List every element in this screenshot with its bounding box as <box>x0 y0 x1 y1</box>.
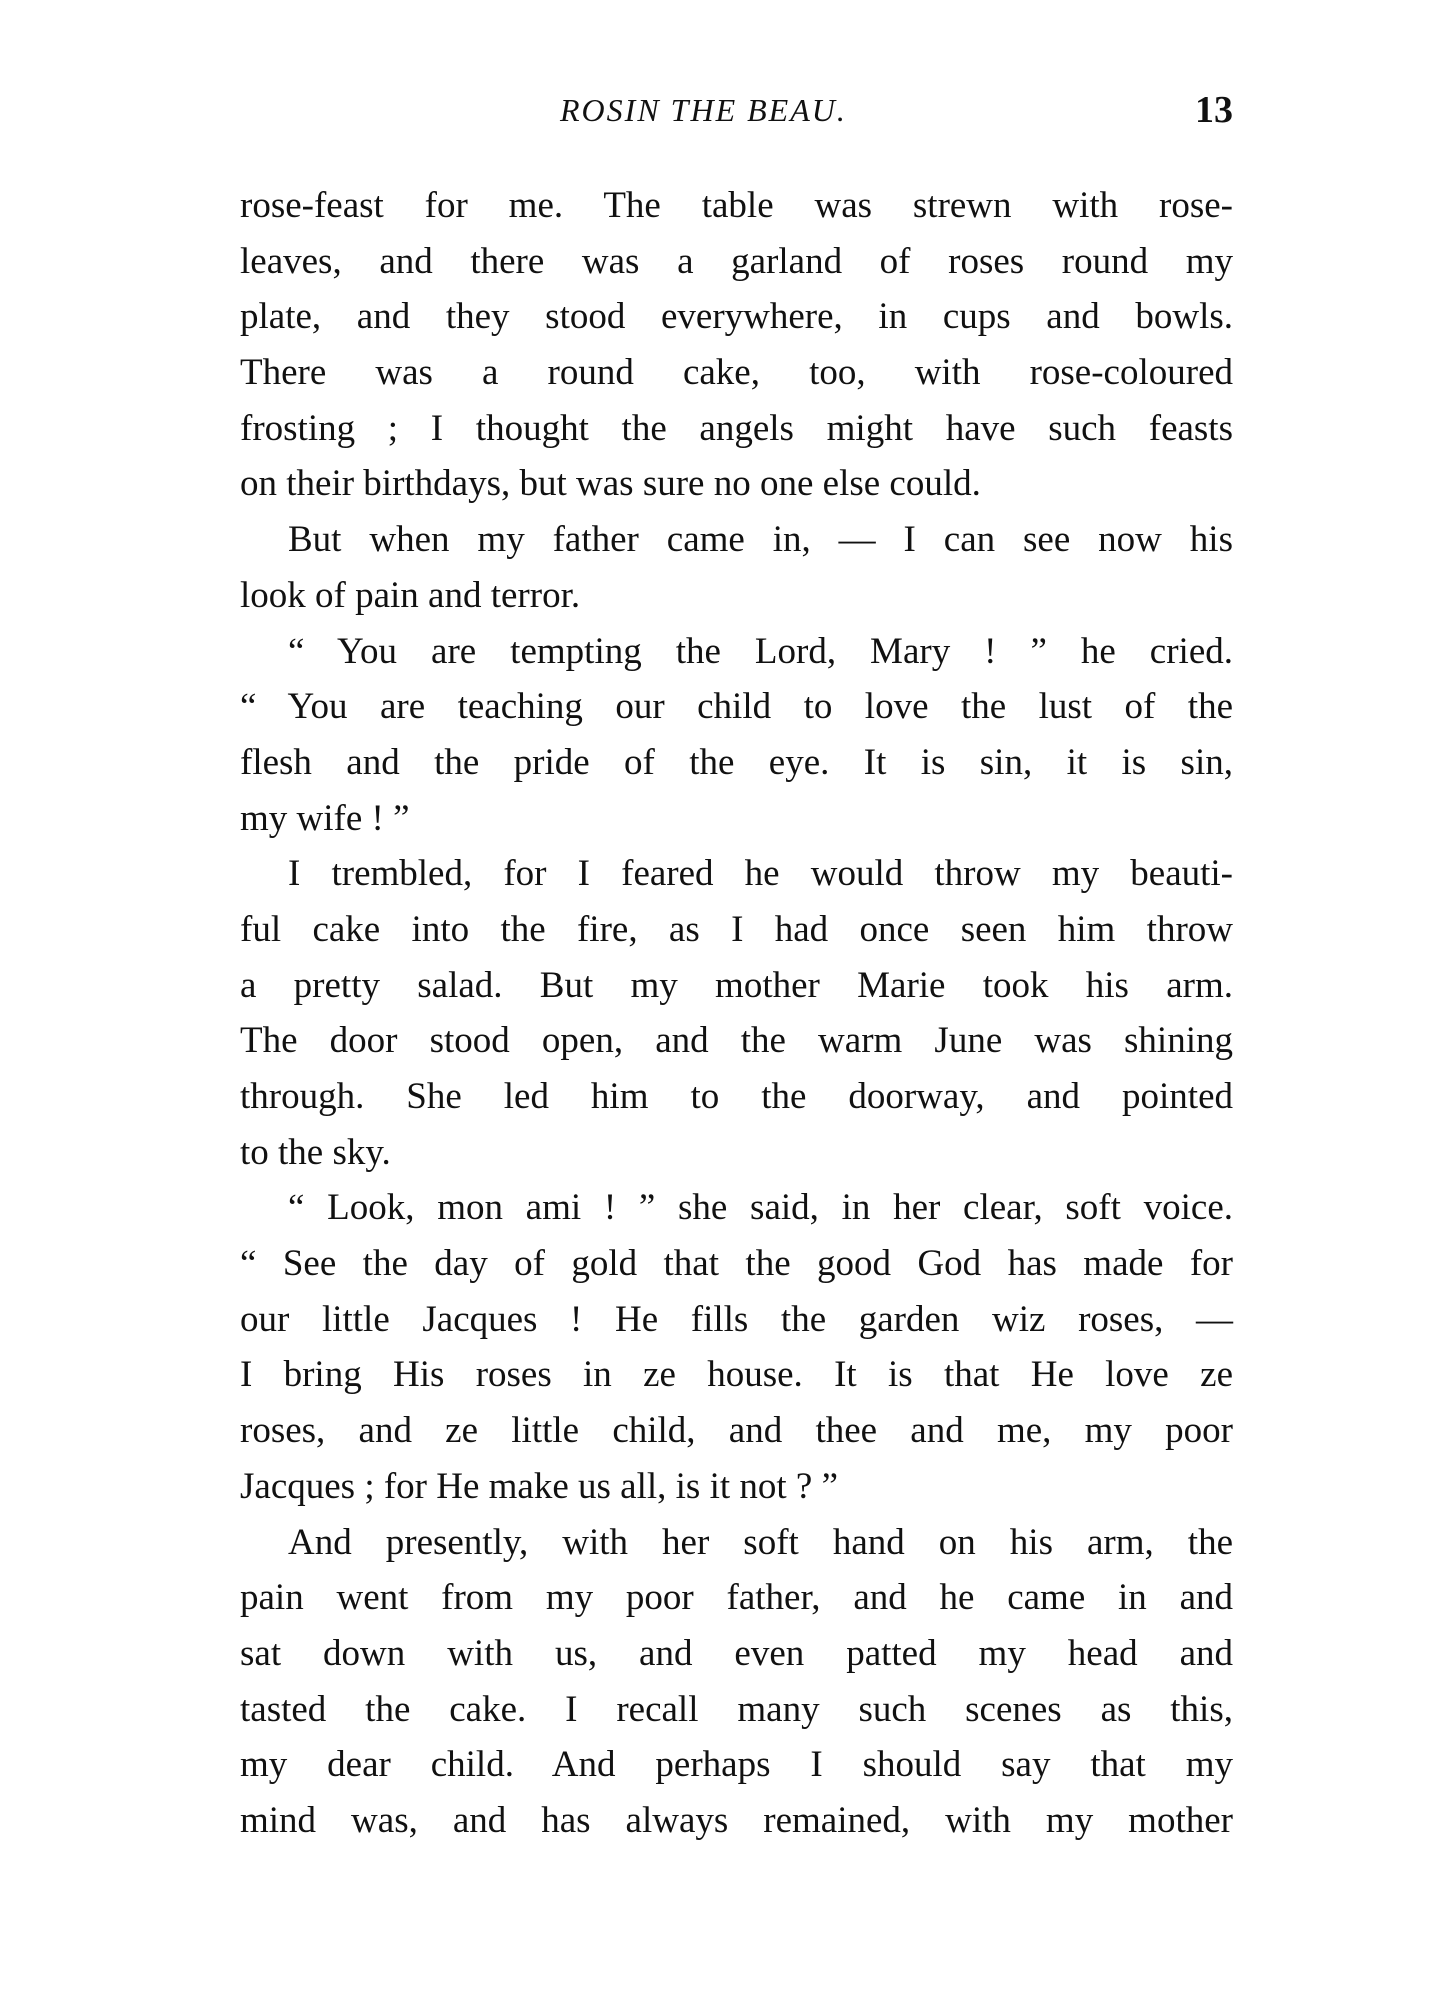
paragraph <box>240 624 1233 847</box>
text-line: “ You are teaching our child to love the lust of the <box>240 686 1233 728</box>
text-line: my wife ! ” <box>240 797 410 839</box>
page-number: 13 <box>1195 89 1233 131</box>
text-line: But when my father came in, — I can see now his <box>288 519 1233 561</box>
text-line: to the sky. <box>240 1131 391 1173</box>
text-line: I trembled, for I feared he would throw my beauti- <box>288 853 1233 895</box>
running-title: ROSIN THE BEAU. <box>560 92 847 128</box>
text-line: mind was, and has always remained, with my mother <box>240 1799 1233 1841</box>
paragraph <box>240 846 1233 1180</box>
text-line: And presently, with her soft hand on his arm, the <box>288 1521 1233 1563</box>
text-line: look of pain and terror. <box>240 574 581 616</box>
text-line: pain went from my poor father, and he came in and <box>240 1577 1233 1619</box>
text-line: There was a round cake, too, with rose-coloured <box>240 352 1233 394</box>
text-line: plate, and they stood everywhere, in cups and bowls. <box>240 296 1233 338</box>
text-line: “ See the day of gold that the good God has made for <box>240 1243 1233 1285</box>
text-line: flesh and the pride of the eye. It is sin, it is sin, <box>240 741 1233 783</box>
text-line: frosting ; I thought the angels might have such feasts <box>240 407 1233 449</box>
text-line: The door stood open, and the warm June was shining <box>240 1020 1233 1062</box>
paragraph <box>240 512 1233 623</box>
text-line: “ Look, mon ami ! ” she said, in her clear, soft voice. <box>288 1187 1233 1229</box>
text-line: Jacques ; for He make us all, is it not ? ” <box>240 1465 838 1507</box>
paragraph <box>240 1180 1233 1514</box>
text-line: through. She led him to the doorway, and pointed <box>240 1076 1233 1117</box>
text-line: rose-feast for me. The table was strewn with rose- <box>240 185 1233 226</box>
text-line: on their birthdays, but was sure no one else could. <box>240 463 981 505</box>
page-body-text <box>240 178 1233 1849</box>
text-line: I bring His roses in ze house. It is that He love ze <box>240 1354 1233 1396</box>
text-line: roses, and ze little child, and thee and me, my poor <box>240 1410 1233 1452</box>
text-line: leaves, and there was a garland of roses round my <box>240 240 1233 282</box>
text-line: tasted the cake. I recall many such scenes as this, <box>240 1688 1233 1730</box>
text-line: my dear child. And perhaps I should say that my <box>240 1744 1233 1786</box>
text-line: sat down with us, and even patted my head and <box>240 1632 1233 1674</box>
paragraph <box>240 1515 1233 1849</box>
text-line: “ You are tempting the Lord, Mary ! ” he cried. <box>288 630 1233 672</box>
text-line: a pretty salad. But my mother Marie took his arm. <box>240 964 1233 1006</box>
running-header <box>240 89 1233 136</box>
paragraph <box>240 178 1233 512</box>
text-line: our little Jacques ! He fills the garden wiz roses, — <box>240 1298 1233 1340</box>
text-line: ful cake into the fire, as I had once seen him throw <box>240 908 1233 950</box>
